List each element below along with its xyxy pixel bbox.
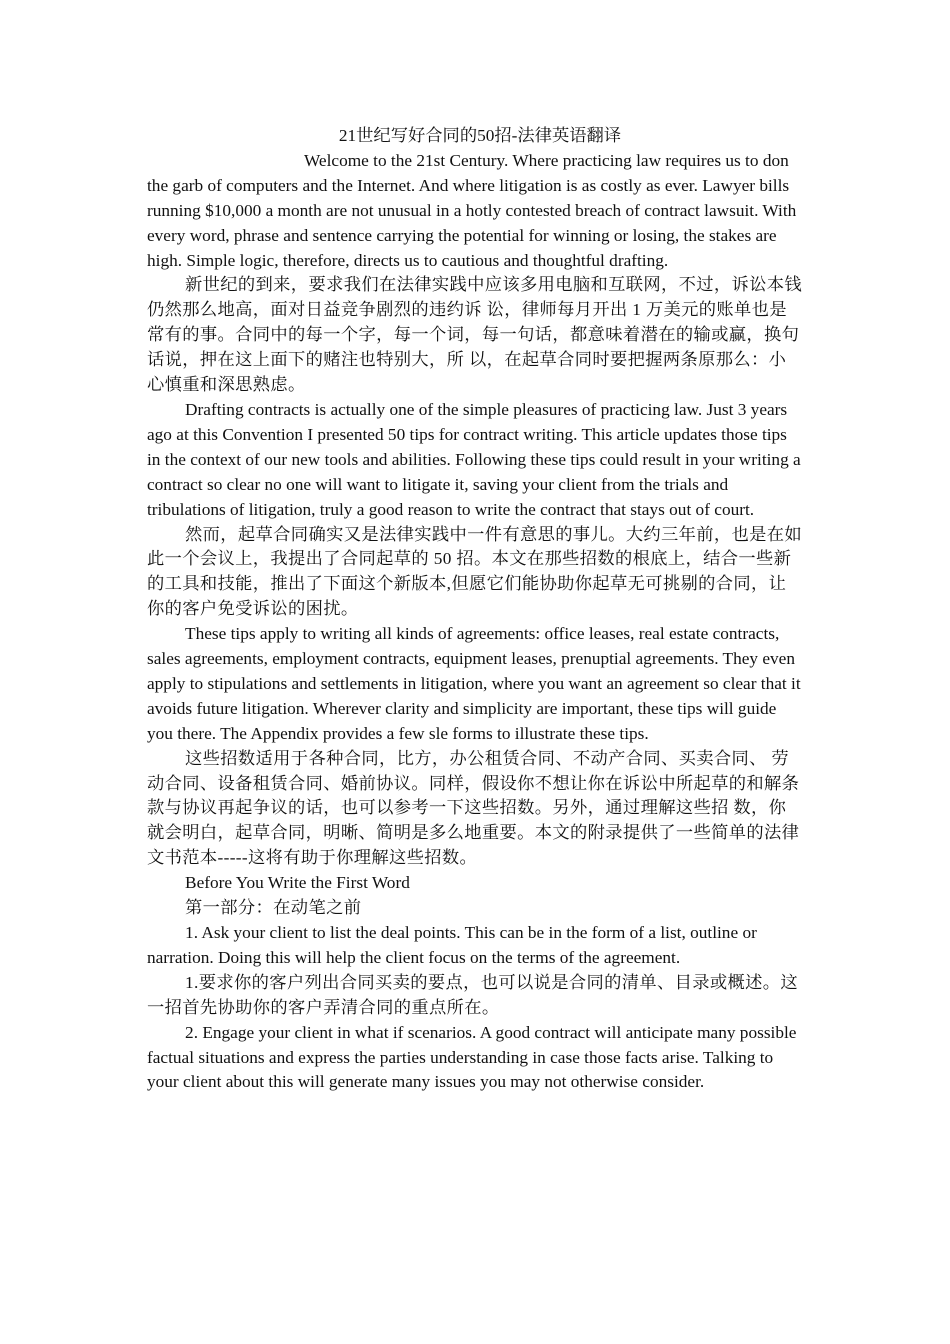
document-page <box>147 124 803 1095</box>
tip-2-english: 2. Engage your client in what if scenarios. A good contract will anticipate many possible factual situations and express the parties understanding in case those facts arise. Talking to your client about this will generate many issues you may not otherwise consider. <box>147 1022 797 1092</box>
paragraph-intro-english: Welcome to the 21st Century. Where practicing law requires us to don the garb of computers and the Internet. And where litigation is as costly as ever. Lawyer bills running $10,000 a month are not unusual in a hotly contested breach of contract lawsuit. With every word, phrase and sentence carrying the potential for winning or losing, the stakes are high. Simple logic, therefore, directs us to cautious and thoughtful drafting. <box>147 150 797 270</box>
paragraph-scope-chinese: 这些招数适用于各种合同，比方，办公租赁合同、不动产合同、买卖合同、 劳动合同、设备租赁合同、婚前协议。同样，假设你不想让你在诉讼中所起草的和解条款与协议再起争议的话，也可以参考一下这些招数。另外，通过理解这些招 数，你就会明白，起草合同，明晰、简明是多么地重要。本文的附录提供了一些简单的法律文书范本-----这将有助于你理解这些招数。 <box>147 748 800 868</box>
tip-1-chinese: 1.要求你的客户列出合同买卖的要点，也可以说是合同的清单、目录或概述。这一招首先协助你的客户弄清合同的重点所在。 <box>147 972 799 1017</box>
paragraph-scope-english: These tips apply to writing all kinds of agreements: office leases, real estate contracts, sales agreements, employment contracts, equipment leases, prenuptial agreements. They even apply to stipulations and settlements in litigation, where you want an agreement so clear that it avoids future litigation. Wherever clarity and simplicity are important, these tips will guide you there. The Appendix provides a few sle forms to illustrate these tips. <box>147 624 801 743</box>
section-heading-chinese: 第一部分：在动笔之前 <box>185 898 362 918</box>
paragraph-intro-chinese: 新世纪的到来，要求我们在法律实践中应该多用电脑和互联网，不过，诉讼本钱仍然那么地高，面对日益竞争剧烈的违约诉 讼，律师每月开出 1 万美元的账单也是常有的事。合同中的每一个字，每一个词，每一句话，都意味着潜在的输或赢，换句话说，押在这上面下的赌注也特别大，所 以，在起草合同时要把握两条原那么：小心慎重和深思熟虑。 <box>147 275 803 395</box>
paragraph-drafting-chinese: 然而，起草合同确实又是法律实践中一件有意思的事儿。大约三年前，也是在如此一个会议上，我提出了合同起草的 50 招。本文在那些招数的根底上，结合一些新的工具和技能，推出了下面这个新版本,但愿它们能协助你起草无可挑剔的合同，让你的客户免受诉讼的困扰。 <box>147 524 803 619</box>
document-title: 21世纪写好合同的50招-法律英语翻译 <box>338 126 622 145</box>
section-heading-english: Before You Write the First Word <box>185 873 410 893</box>
tip-1-english: 1. Ask your client to list the deal points. This can be in the form of a list, outline or narration. Doing this will help the client focus on the terms of the agreement. <box>147 923 757 967</box>
paragraph-drafting-english: Drafting contracts is actually one of the simple pleasures of practicing law. Just 3 years ago at this Convention I presented 50 tips for contract writing. This article updates those tips in the context of our new tools and abilities. Following these tips could result in your writing a contract so clear no one will want to litigate it, saving your client from the trials and tribulations of litigation, truly a good reason to write the contract that stays out of court. <box>147 399 801 519</box>
